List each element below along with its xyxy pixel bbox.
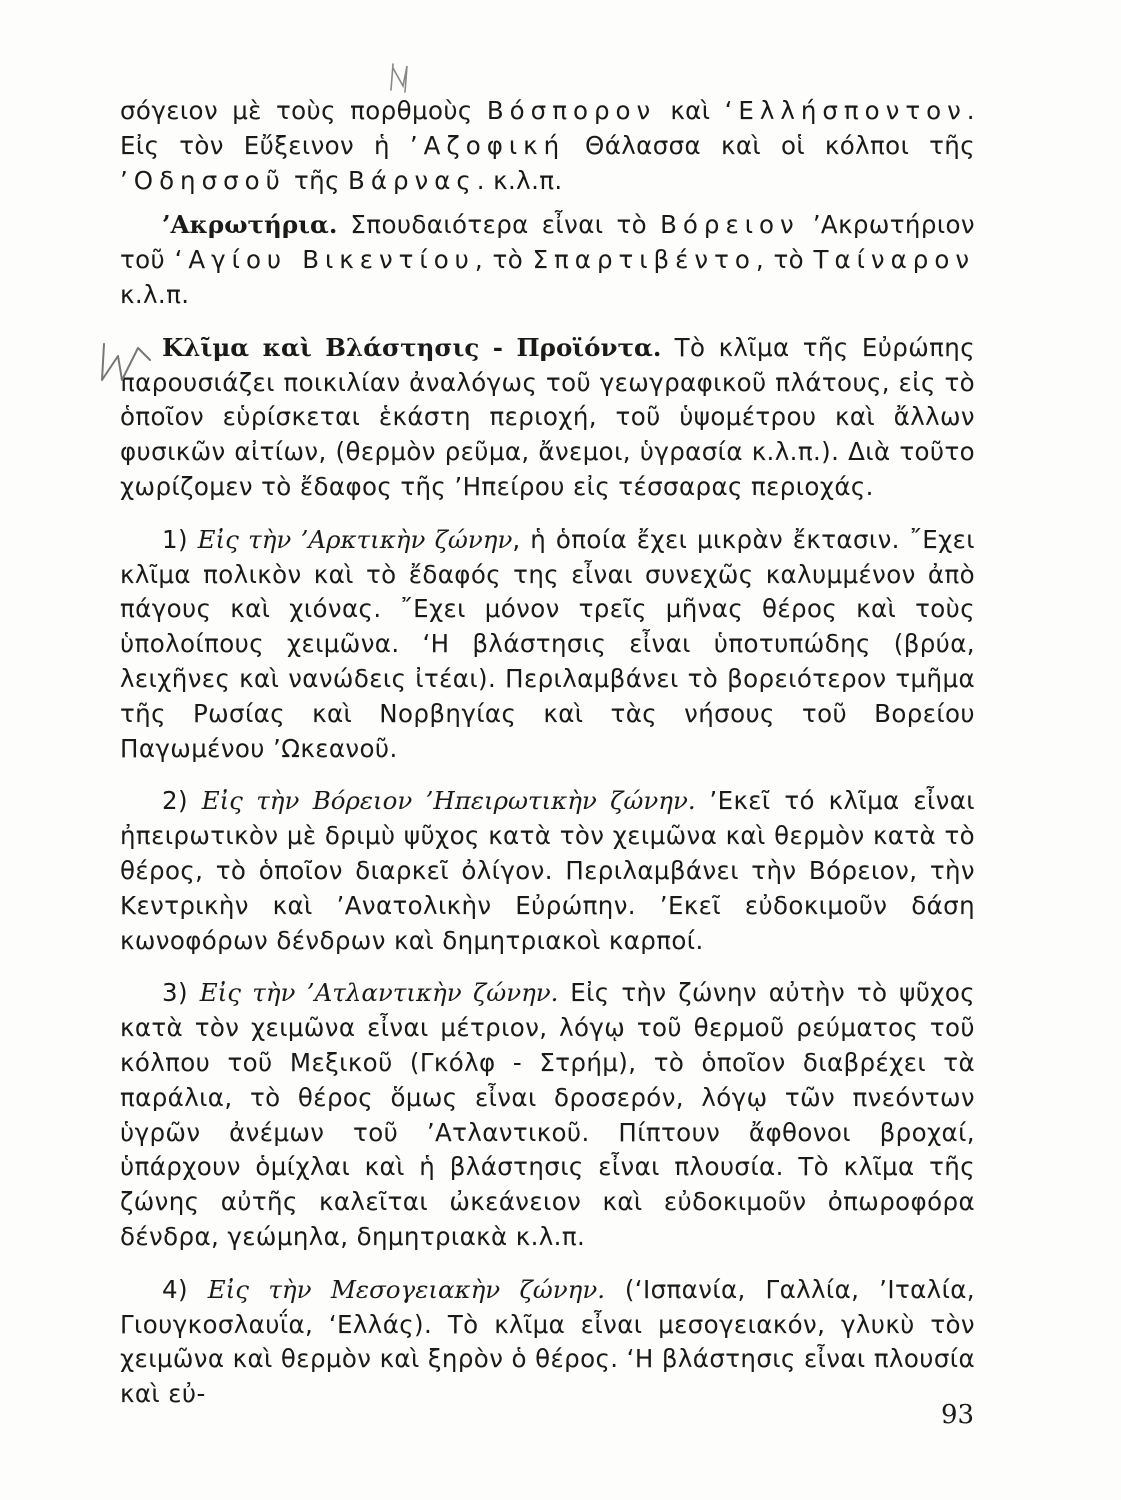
paragraph-mediterranean-zone — [120, 1273, 975, 1412]
place-name: Βόρειον — [660, 210, 800, 240]
place-name: Βάρνας — [348, 165, 477, 195]
text-run: Εἰς τὴν ζώνην αὐτὴν τὸ ψῦχος κατὰ τὸν χειμῶνα εἶναι μέτριον, λόγῳ τοῦ θερμοῦ ρεύματος τοῦ κόλπου τοῦ Μεξικοῦ (Γκόλφ - Στρήμ), τὸ ὁποῖον διαβρέχει τὰ παράλια, τὸ θέρος ὅμως εἶναι δροσερόν, λόγῳ τῶν πνεόντων ὑγρῶν ἀνέμων τοῦ ’Ατλαντικοῦ. Πίπτουν ἄφθονοι βροχαί, ὑπάρχουν ὁμίχλαι καὶ ἡ βλάστησις εἶναι πλουσία. Τὸ κλῖμα τῆς ζώνης αὐτῆς καλεῖται ὠκεάνειον καὶ εὐδοκιμοῦν ὀπωροφόρα δένδρα, γεώμηλα, δημητριακὰ κ.λ.π. — [120, 978, 975, 1251]
text-run: ’Ακρωτήριον τοῦ — [120, 210, 975, 275]
zone-title: Εἰς τὴν ’Αρκτικὴν ζώνην — [197, 524, 513, 554]
zone-title: Εἰς τὴν Μεσογειακὴν ζώνην. — [207, 1274, 606, 1304]
page-number: 93 — [941, 1400, 975, 1430]
section-heading: ’Ακρωτήρια. — [162, 210, 338, 240]
place-name: Σπαρτιβέντο — [532, 245, 756, 275]
section-heading: Κλῖμα καὶ Βλάστησις - Προϊόντα. — [162, 332, 662, 362]
handwritten-margin-mark — [98, 338, 168, 388]
text-run: Τὸ κλῖμα τῆς Εὐρώπης παρουσιάζει ποικιλίαν ἀναλόγως τοῦ γεωγραφικοῦ πλάτους, εἰς τὸ ὁποῖον εὑρίσκεται ἑκάστη περιοχή, τοῦ ὑψομέτρου καὶ ἄλλων φυσικῶν αἰτίων, (θερμὸν ρεῦμα, ἄνεμοι, ὑγρασία κ.λ.π.). Διὰ τοῦτο χωρίζομεν τὸ ἔδαφος τῆς ’Ηπείρου εἰς τέσσαρας περιοχάς. — [120, 332, 976, 501]
handwritten-check-icon — [385, 58, 425, 98]
text-run: Σπουδαιότερα εἶναι τὸ — [337, 210, 661, 240]
item-number: 1) — [162, 524, 198, 554]
paragraph-arctic-zone — [120, 523, 975, 767]
place-name: ‘Ελλήσποντον — [724, 96, 967, 125]
zone-title: Εἰς τὴν Βόρειον ’Ηπειρωτικὴν ζώνην. — [201, 786, 696, 816]
text-run: ’Εκεῖ τό κλῖμα εἶναι ἠπειρωτικὸν μὲ δριμὺ ψῦχος κατὰ τὸν χειμῶνα καὶ θερμὸν κατὰ τὸ θέρος, τὸ ὁποῖον διαρκεῖ ὀλίγον. Περιλαμβάνει τὴν Βόρειον, τὴν Κεντρικὴν καὶ ’Ανατολικὴν Εὐρώπην. ’Εκεῖ εὐδοκιμοῦν δάση κωνοφόρων δένδρων καὶ δημητριακοὶ καρποί. — [120, 786, 975, 955]
place-name: ’Οδησσοῦ — [120, 165, 286, 195]
place-name: ‘Αγίου Βικεντίου — [174, 245, 475, 275]
text-run: (‘Ισπανία, Γαλλία, ’Ιταλία, Γιουγκοσλαυΐα, ‘Ελλάς). Τὸ κλῖμα εἶναι μεσογειακόν, γλυκὺ τὸν χειμῶνα καὶ θερμὸν καὶ ξηρὸν ὁ θέρος. ‘Η βλάστησις εἶναι πλουσία καὶ εὐ- — [120, 1274, 975, 1409]
paragraph-straits — [120, 94, 975, 198]
text-run: , τὸ — [474, 245, 533, 275]
paragraph-atlantic-zone — [120, 976, 975, 1254]
zone-title: Εἰς τὴν ’Ατλαντικὴν ζώνην. — [199, 978, 559, 1008]
place-name: Ταίναρον — [813, 245, 975, 275]
paragraph-climate — [120, 331, 975, 505]
paragraph-capes — [120, 208, 975, 312]
place-name: ’Αζοφική — [409, 130, 566, 160]
place-name: Βόσπορον — [486, 96, 657, 125]
paragraph-continental-zone — [120, 784, 975, 958]
item-number: 4) — [162, 1274, 208, 1304]
text-run: . κ.λ.π. — [476, 165, 563, 195]
item-number: 3) — [162, 978, 200, 1008]
text-run: , ἡ ὁποία ἔχει μικρὰν ἔκτασιν. ῎Εχει κλῖμα πολικὸν καὶ τὸ ἔδαφός της εἶναι συνεχῶς καλυμμένον ἀπὸ πάγους καὶ χιόνας. ῎Εχει μόνον τρεῖς μῆνας θέρος καὶ τοὺς ὑπολοίπους χειμῶνα. ‘Η βλάστησις εἶναι ὑποτυπώδης (βρύα, λειχῆνες καὶ νανώδεις ἰτέαι). Περιλαμβάνει τὸ βορειότερον τμῆμα τῆς Ρωσίας καὶ Νορβηγίας καὶ τὰς νήσους τοῦ Βορείου Παγωμένου ’Ωκεανοῦ. — [120, 524, 975, 763]
text-run: , τὸ — [755, 245, 814, 275]
text-run: καὶ — [656, 96, 725, 125]
text-run: . Εἰς τὸν Εὔξεινον ἡ — [120, 96, 975, 160]
item-number: 2) — [162, 786, 202, 816]
text-run: σόγειον μὲ τοὺς πορθμοὺς — [120, 96, 487, 125]
text-run: Θάλασσα καὶ οἱ κόλποι τῆς — [565, 130, 975, 160]
text-run: κ.λ.π. — [120, 279, 190, 309]
text-run: τῆς — [285, 165, 349, 195]
page-body — [120, 94, 975, 1412]
